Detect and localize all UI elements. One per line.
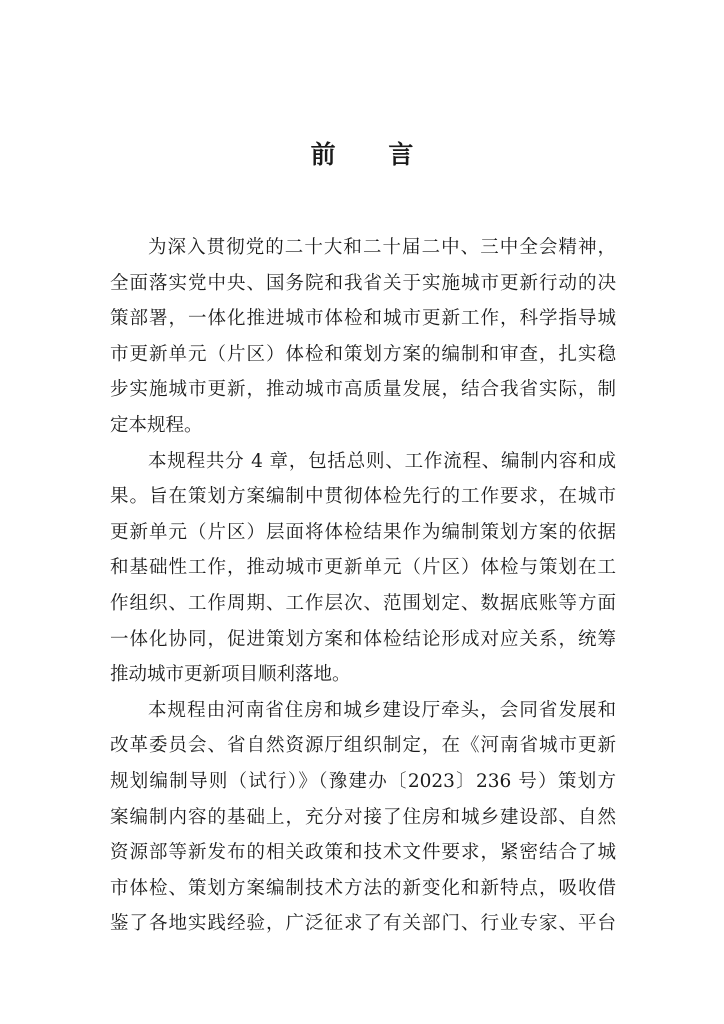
text-line: 市体检、策划方案编制技术方法的新变化和新特点，吸收借 (110, 877, 616, 899)
text-line: 推动城市更新项目顺利落地。 (110, 664, 351, 686)
text-line: 规划编制导则（试行）》（豫建办〔2023〕236 号）策划方 (110, 770, 616, 792)
text-line: 全面落实党中央、国务院和我省关于实施城市更新行动的决 (110, 272, 616, 294)
text-line: 作组织、工作周期、工作层次、范围划定、数据底账等方面 (110, 592, 616, 614)
preface-body (110, 230, 616, 942)
text-line: 步实施城市更新，推动城市高质量发展，结合我省实际，制 (110, 379, 616, 401)
text-line: 案编制内容的基础上，充分对接了住房和城乡建设部、自然 (110, 806, 616, 828)
page-title: 前 言 (310, 140, 436, 169)
paragraph-1 (110, 230, 616, 444)
text-line: 定本规程。 (110, 414, 203, 436)
text-line: 策部署，一体化推进城市体检和城市更新工作，科学指导城 (110, 308, 616, 330)
text-line: 本规程共分 4 章，包括总则、工作流程、编制内容和成 (148, 450, 616, 472)
text-line: 改革委员会、省自然资源厅组织制定，在《河南省城市更新 (110, 735, 616, 757)
text-line: 果。旨在策划方案编制中贯彻体检先行的工作要求，在城市 (110, 486, 616, 508)
text-line: 一体化协同，促进策划方案和体检结论形成对应关系，统筹 (110, 628, 616, 650)
text-line: 本规程由河南省住房和城乡建设厅牵头，会同省发展和 (148, 699, 616, 721)
paragraph-2 (110, 444, 616, 693)
text-line: 更新单元（片区）层面将体检结果作为编制策划方案的依据 (110, 521, 616, 543)
text-line: 鉴了各地实践经验，广泛征求了有关部门、行业专家、平台 (110, 913, 616, 935)
text-line: 市更新单元（片区）体检和策划方案的编制和审查，扎实稳 (110, 343, 616, 365)
text-line: 为深入贯彻党的二十大和二十届二中、三中全会精神， (148, 237, 616, 258)
text-line: 和基础性工作，推动城市更新单元（片区）体检与策划在工 (110, 557, 616, 579)
paragraph-3 (110, 693, 616, 942)
text-line: 资源部等新发布的相关政策和技术文件要求，紧密结合了城 (110, 842, 616, 864)
